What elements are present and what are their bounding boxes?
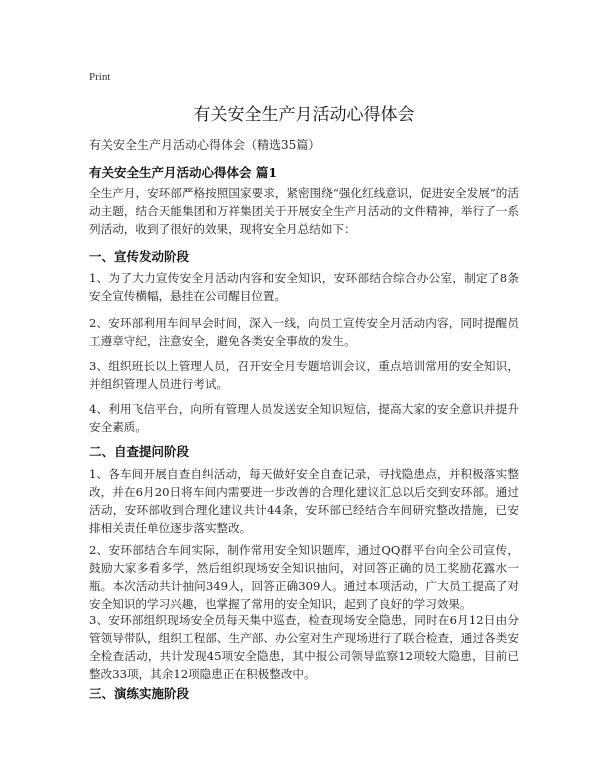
section-heading-2: 二、自查提问阶段 (89, 444, 190, 459)
document-subtitle: 有关安全生产月活动心得体会（精选35篇） (89, 138, 321, 152)
section-heading-1: 一、宣传发动阶段 (89, 249, 190, 264)
section-heading-3: 三、演练实施阶段 (89, 686, 190, 701)
section-1-paragraph-2: 2、安环部利用车间早会时间，深入一线，向员工宣传安全月活动内容，同时提醒员工遵章守纪，注意安全，避免各类安全事故的发生。 (89, 316, 519, 348)
page-title: 有关安全生产月活动心得体会 (193, 105, 415, 125)
section-2-paragraph-3: 3、安环部组织现场安全员每天集中巡查，检查现场安全隐患，同时在6月12日由分管领导带队，组织工程部、生产部、办公室对生产现场进行了联合检查，通过各类安全检查活动，共计发现45项安全隐患，其中报公司领导监察12项较大隐患，目前已整改33项，其余12项隐患正在积极整改中。 (89, 613, 519, 681)
section-2-paragraph-2: 2、安环部结合车间实际，制作常用安全知识题库，通过QQ群平台向全公司宣传，鼓励大家多看多学，然后组织现场安全知识抽问，对回答正确的员工奖励花露水一瓶。本次活动共计抽问349人，回答正确309人。通过本项活动，广大员工提高了对安全知识的学习兴趣，也掌握了常用的安全知识，起到了良好的学习效果。 (89, 543, 519, 611)
print-link[interactable]: Print (89, 71, 111, 83)
section-1-paragraph-1: 1、为了大力宣传安全月活动内容和安全知识，安环部结合综合办公室，制定了8条安全宣传横幅，悬挂在公司醒目位置。 (89, 271, 519, 303)
section-1-paragraph-4: 4、利用飞信平台，向所有管理人员发送安全知识短信，提高大家的安全意识并提升安全素质。 (89, 402, 519, 434)
article-title: 有关安全生产月活动心得体会 篇1 (89, 165, 278, 180)
section-1-paragraph-3: 3、组织班长以上管理人员，召开安全月专题培训会议，重点培训常用的安全知识，并组织管理人员进行考试。 (89, 359, 519, 391)
section-2-paragraph-1: 1、各车间开展自查自纠活动，每天做好安全自查记录，寻找隐患点，并积极落实整改，并在6月20日将车间内需要进一步改善的合理化建议汇总以后交到安环部。通过活动，安环部收到合理化建议共计44条，安环部已经结合车间研究整改措施，已安排相关责任单位逐步落实整改。 (89, 467, 519, 535)
intro-paragraph: 全生产月，安环部严格按照国家要求，紧密围绕“强化红线意识，促进安全发展”的活动主题，结合天能集团和万祥集团关于开展安全生产月活动的文件精神，举行了一系列活动，收到了很好的效果，现将安全月总结如下： (89, 186, 519, 236)
